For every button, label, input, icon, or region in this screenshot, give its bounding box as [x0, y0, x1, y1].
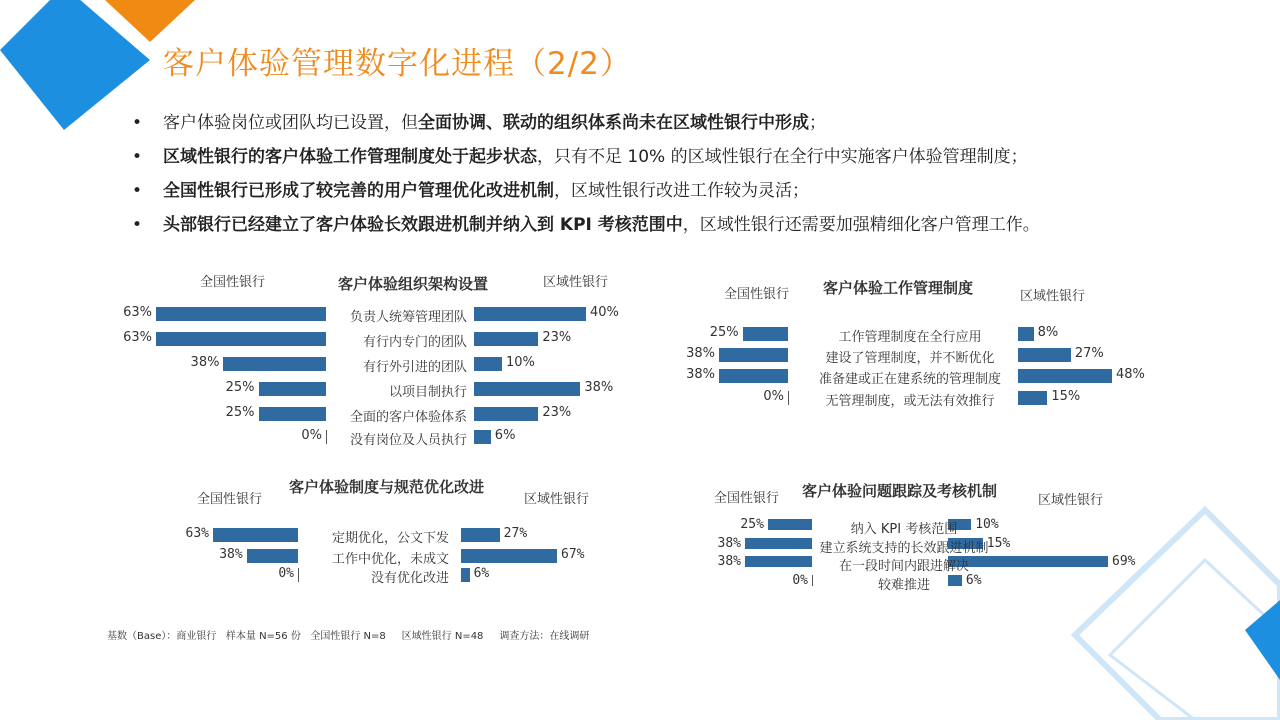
category-label: 负责人统筹管理团队: [349, 310, 467, 325]
right-value-label: 23%: [542, 330, 572, 345]
left-value-label: 25%: [225, 405, 255, 420]
left-bar: [745, 538, 812, 549]
right-value-label: 40%: [590, 305, 619, 320]
right-value-label: 48%: [1116, 367, 1145, 382]
zero-tick: [788, 391, 789, 405]
left-value-label: 38%: [686, 346, 715, 361]
bullet-bold-text: 全面协调、联动的组织体系尚未在区域性银行中形成: [418, 113, 809, 133]
category-label: 较难推进: [877, 578, 930, 593]
right-bar: [461, 549, 557, 563]
left-bar: [259, 407, 326, 421]
right-value-label: 6%: [965, 573, 982, 588]
right-bar: [474, 430, 491, 444]
category-label: 纳入 KPI 考核范围: [850, 522, 958, 537]
left-value-label: 63%: [123, 330, 152, 345]
right-bar: [474, 357, 502, 371]
category-label: 没有优化改进: [370, 571, 449, 586]
right-value-label: 10%: [975, 517, 999, 532]
right-series-label: 区域性银行: [543, 275, 609, 290]
right-series-label: 区域性银行: [524, 492, 590, 507]
left-value-label: 38%: [686, 367, 715, 382]
left-series-label: 全国性银行: [714, 491, 780, 506]
zero-tick: [326, 430, 327, 444]
category-label: 没有岗位及人员执行: [349, 433, 467, 448]
right-value-label: 27%: [1074, 346, 1104, 361]
left-value-label: 63%: [185, 526, 209, 541]
category-label: 有行外引进的团队: [362, 360, 467, 375]
right-value-label: 15%: [986, 536, 1011, 551]
left-value-label: 38%: [717, 554, 741, 569]
chart-title: 客户体验制度与规范优化改进: [289, 478, 485, 496]
bullet-bold-text: 头部银行已经建立了客户体验长效跟进机制并纳入到 KPI 考核范围中: [163, 215, 683, 235]
left-value-label: 63%: [123, 305, 152, 320]
bullet-item: [132, 212, 1040, 246]
zero-tick: [298, 568, 299, 582]
right-value-label: 27%: [503, 526, 528, 541]
right-bar: [1018, 327, 1034, 341]
left-bar: [743, 327, 788, 341]
bullet-dot-icon: •: [132, 147, 143, 167]
bullet-text: ，区域性银行改进工作较为灵活；: [554, 181, 809, 201]
right-value-label: 8%: [1037, 325, 1059, 340]
right-bar: [1018, 369, 1112, 383]
category-label: 工作中优化，未成文: [331, 552, 449, 567]
category-label: 建设了管理制度，并不断优化: [825, 351, 995, 366]
left-bar: [719, 348, 788, 362]
bullet-item: [132, 110, 1040, 144]
right-value-label: 67%: [561, 547, 585, 562]
left-value-label: 25%: [225, 380, 255, 395]
left-series-label: 全国性银行: [200, 275, 266, 290]
category-label: 无管理制度，或无法有效推行: [825, 394, 995, 409]
bullet-item: [132, 178, 1040, 212]
bullet-dot-icon: •: [132, 215, 143, 235]
footer-note: 基数（Base）：商业银行 样本量 N=56 份 全国性银行 N=8 区域性银行 N=48 调查方法：在线调研: [107, 631, 590, 642]
right-bar: [474, 332, 538, 346]
right-value-label: 15%: [1051, 389, 1081, 404]
right-bar: [474, 382, 580, 396]
chart-title: 客户体验问题跟踪及考核机制: [802, 482, 998, 500]
left-series-label: 全国性银行: [197, 492, 263, 507]
bullet-item: [132, 144, 1040, 178]
right-bar: [1018, 391, 1047, 405]
right-value-label: 6%: [473, 566, 490, 581]
right-bar: [474, 307, 586, 321]
category-label: 准备建或正在建系统的管理制度: [818, 372, 1001, 387]
left-value-label: 25%: [740, 517, 764, 532]
category-label: 在一段时间内跟进解决: [838, 559, 969, 574]
left-value-label: 38%: [219, 547, 243, 562]
right-series-label: 区域性银行: [1038, 493, 1104, 508]
left-bar: [213, 528, 298, 542]
page-title: 客户体验管理数字化进程（2/2）: [163, 46, 632, 82]
left-value-label: 38%: [717, 536, 741, 551]
chart-title: 客户体验组织架构设置: [338, 275, 489, 293]
bullet-text: ，区域性银行还需要加强精细化客户管理工作。: [682, 215, 1040, 235]
left-value-label: 38%: [190, 355, 220, 370]
bullet-text: 客户体验岗位或团队均已设置，但: [163, 113, 418, 133]
left-bar: [247, 549, 298, 563]
right-series-label: 区域性银行: [1020, 289, 1086, 304]
left-value-label: 25%: [709, 325, 739, 340]
category-label: 有行内专门的团队: [362, 335, 467, 350]
left-bar: [156, 307, 326, 321]
bullet-text: ；: [809, 113, 826, 133]
right-bar: [461, 528, 500, 542]
bottom-right-decoration: [1070, 505, 1280, 720]
category-label: 全面的客户体验体系: [349, 410, 467, 425]
category-label: 工作管理制度在全行应用: [838, 330, 982, 345]
category-label: 定期优化，公文下发: [331, 531, 449, 546]
right-bar: [1018, 348, 1071, 362]
light-diamond-outline: [1075, 510, 1280, 720]
bullet-dot-icon: •: [132, 181, 143, 201]
right-bar: [474, 407, 538, 421]
bullet-bold-text: 全国性银行已形成了较完善的用户管理优化改进机制: [163, 181, 554, 201]
left-value-label: 0%: [301, 428, 322, 443]
right-value-label: 10%: [506, 355, 535, 370]
category-label: 建立系统支持的长效跟进机制: [819, 541, 989, 556]
bullet-bold-text: 区域性银行的客户体验工作管理制度处于起步状态: [163, 147, 537, 167]
left-bar: [156, 332, 326, 346]
left-value-label: 0%: [763, 389, 784, 404]
left-value-label: 0%: [792, 573, 808, 588]
right-value-label: 6%: [494, 428, 516, 443]
bullet-text: ，只有不足 10% 的区域性银行在全行中实施客户体验管理制度；: [537, 147, 1028, 167]
left-bar: [223, 357, 326, 371]
bullet-list: [132, 110, 1040, 246]
right-value-label: 23%: [542, 405, 572, 420]
left-bar: [745, 556, 812, 567]
right-value-label: 69%: [1112, 554, 1136, 569]
left-bar: [719, 369, 788, 383]
left-series-label: 全国性银行: [724, 287, 790, 302]
category-label: 以项目制执行: [388, 385, 467, 400]
right-value-label: 38%: [584, 380, 614, 395]
right-bar: [461, 568, 470, 582]
left-bar: [259, 382, 326, 396]
left-value-label: 0%: [278, 566, 294, 581]
bullet-dot-icon: •: [132, 113, 143, 133]
chart-title: 客户体验工作管理制度: [823, 279, 974, 297]
